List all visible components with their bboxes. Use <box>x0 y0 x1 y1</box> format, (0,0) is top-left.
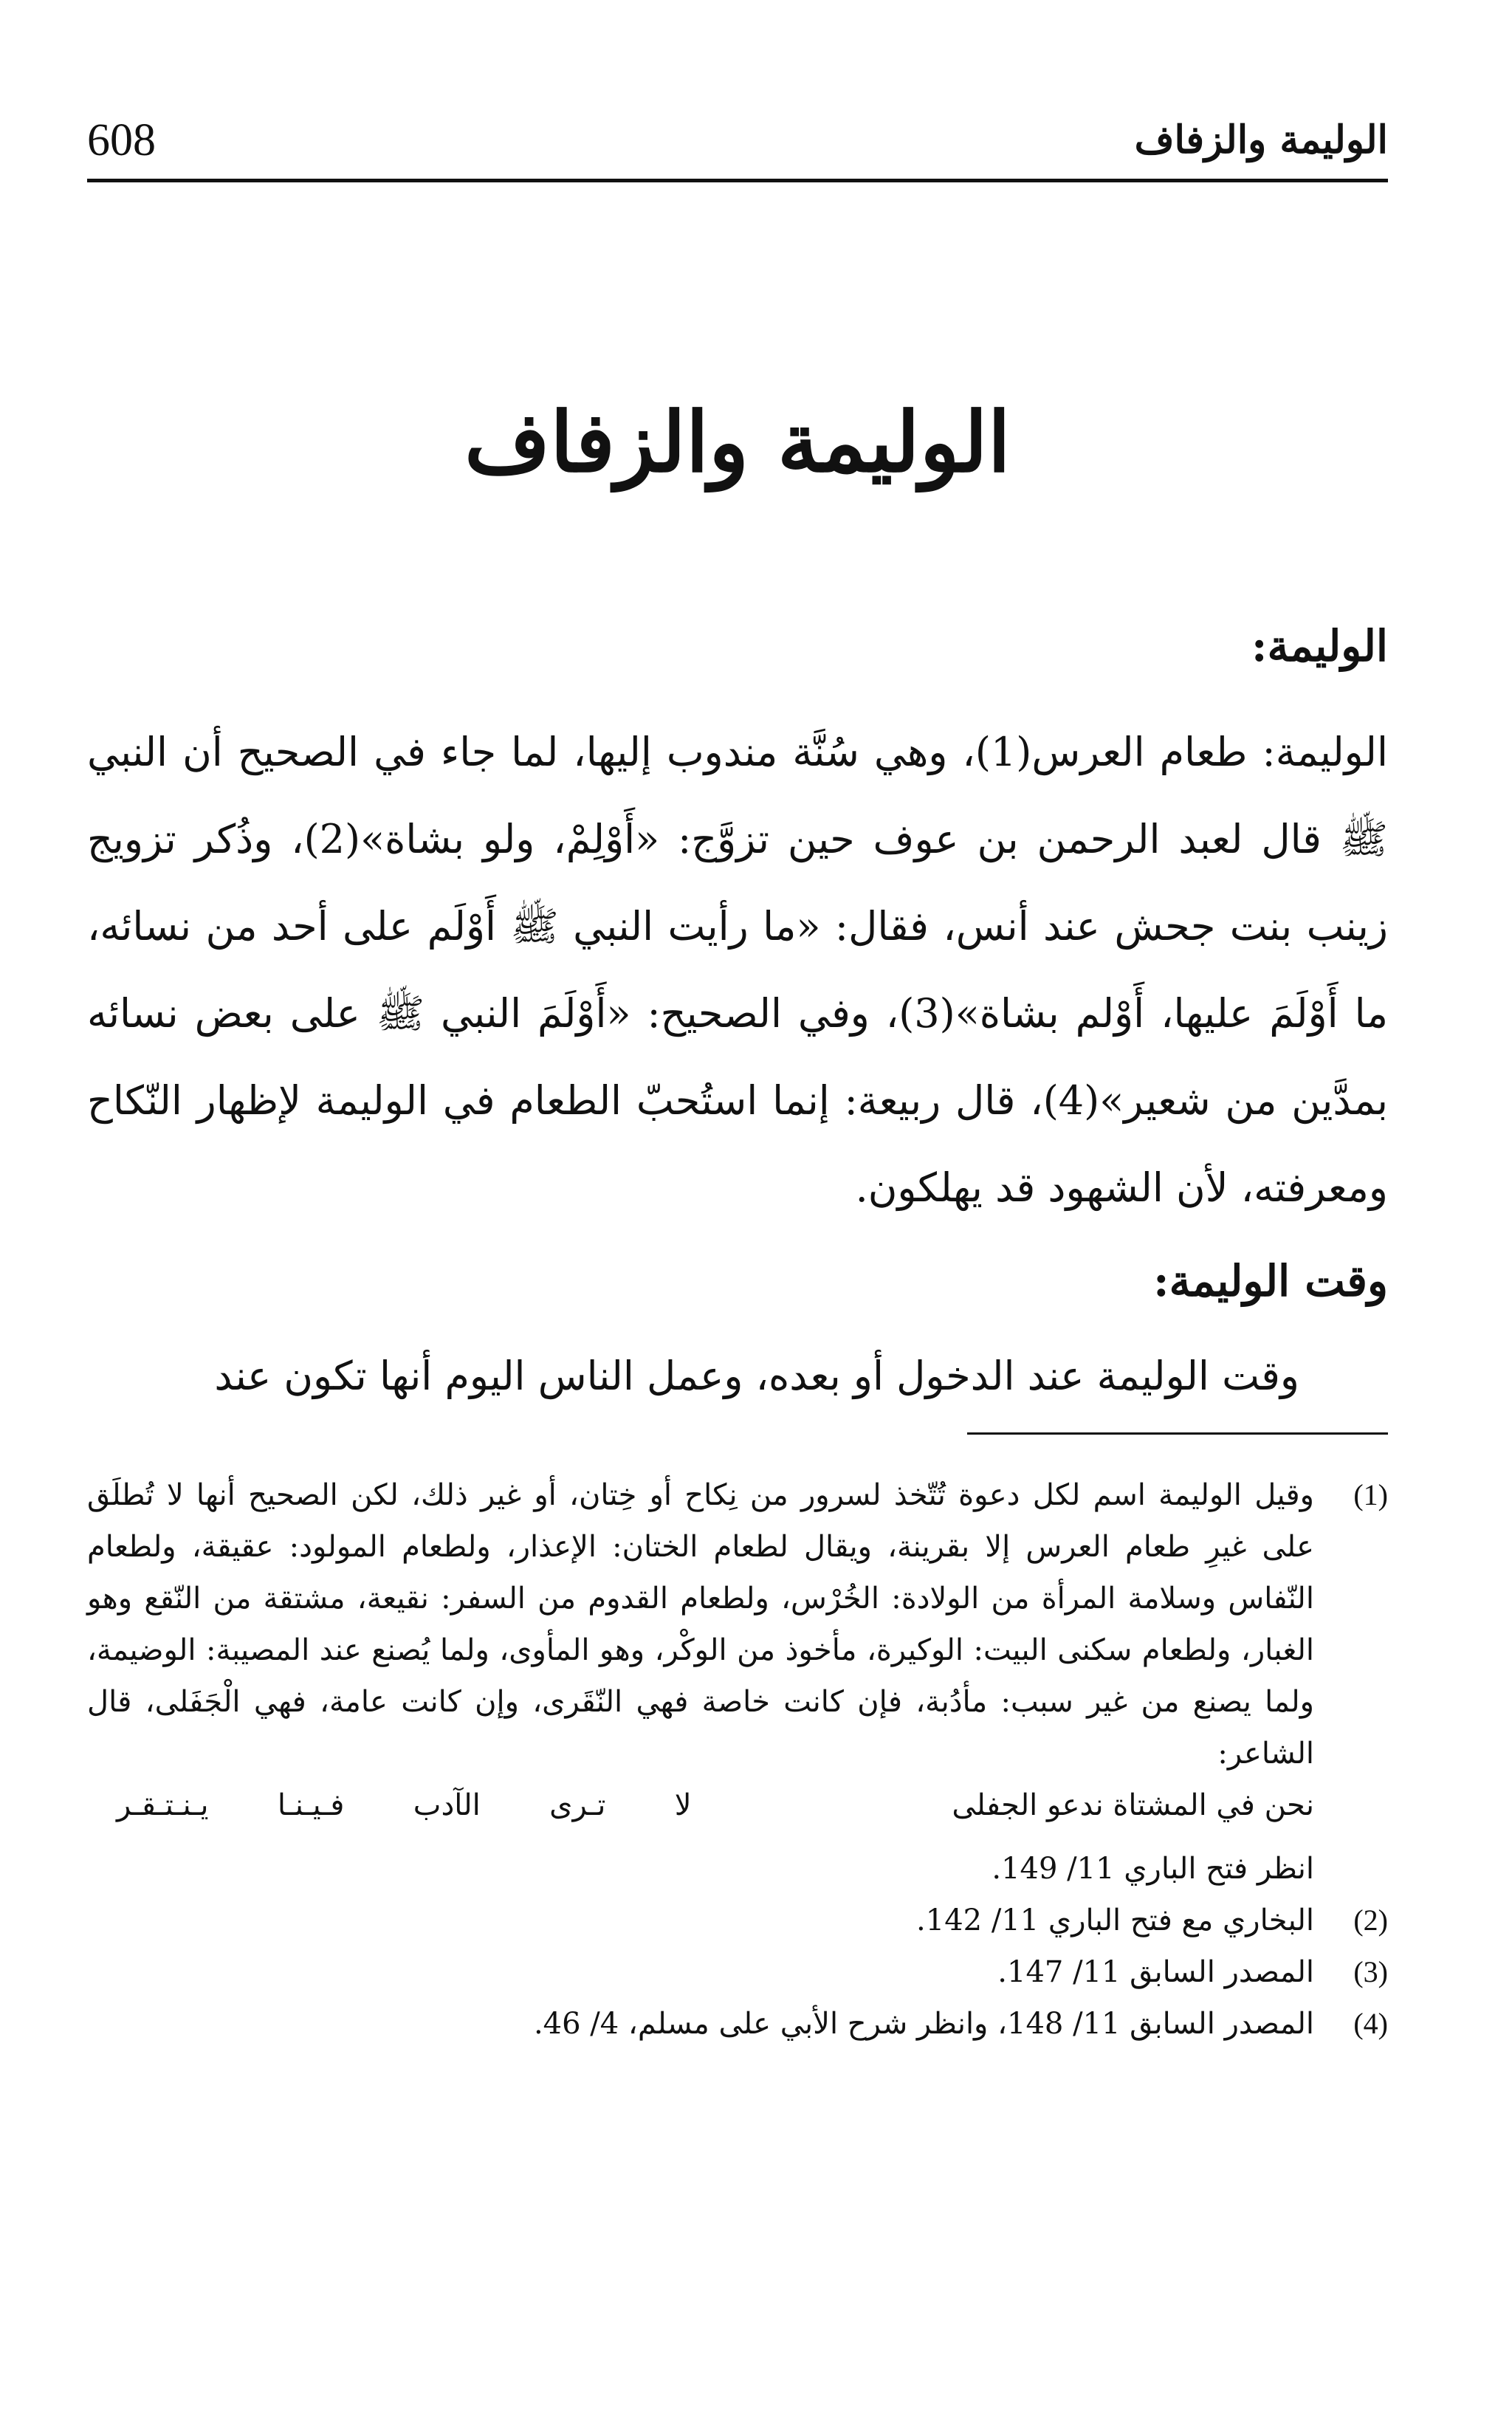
chapter-title: الوليمة والزفاف <box>464 394 1011 491</box>
running-title: الوليمة والزفاف <box>1134 117 1388 162</box>
footnote-rule <box>967 1432 1388 1435</box>
footnote-number: (1) <box>1353 1478 1388 1511</box>
footnote-text: المصدر السابق 11/ 148، وانظر شرح الأبي على مسلم، 4/ 46. <box>533 2007 1314 2041</box>
poem-hemistich-first: نحن في المشتاة ندعو الجفلى <box>952 1788 1314 1822</box>
footnote-number: (2) <box>1353 1903 1388 1937</box>
footnote-text: البخاري مع فتح الباري 11/ 142. <box>916 1903 1314 1937</box>
section-heading-walima: الوليمة: <box>1251 621 1388 671</box>
footnote-2 <box>87 1895 1388 1946</box>
section-body-walima: الوليمة: طعام العرس(1)، وهي سُنَّة مندوب إليها، لما جاء في الصحيح أن النبي ﷺ قال لعبد الرحمن بن عوف حين تزوَّج: «أَوْلِمْ، ولو بشاة»(2)، وذُكر تزويج زينب بنت جحش عند أنس، فقال: «ما رأيت النبي ﷺ أَوْلَم على أحد من نسائه، ما أَوْلَمَ عليها، أَوْلم بشاة»(3)، وفي الصحيح: «أَوْلَمَ النبي ﷺ على بعض نسائه بمدَّين من شعير»(4)، قال ربيعة: إنما استُحبّ الطعام في الوليمة لإظهار النّكاح ومعرفته، لأن الشهود قد يهلكون. <box>87 729 1389 1211</box>
header-rule <box>87 179 1388 182</box>
poem-verse <box>87 1779 1388 1831</box>
section-body-walima-time: وقت الوليمة عند الدخول أو بعده، وعمل الناس اليوم أنها تكون عند <box>214 1353 1299 1399</box>
section-heading-walima-time: وقت الوليمة: <box>1153 1256 1388 1306</box>
footnote-text: وقيل الوليمة اسم لكل دعوة تُتّخذ لسرور من نِكاح أو خِتان، أو غير ذلك، لكن الصحيح أنها لا تُطلَق على غيرِ طعام العرس إلا بقرينة، ويقال لطعام الختان: الإعذار، ولطعام المولود: عقيقة، ولطعام النّفاس وسلامة المرأة من الولادة: الخُرْس، ولطعام القدوم من السفر: نقيعة، مشتقة من النّقع وهو الغبار، ولطعام سكنى البيت: الوكيرة، مأخوذ من الوكْر، وهو المأوى، ولما يُصنع عند المصيبة: الوضيمة، ولما يصنع من غير سبب: مأدُبة، فإن كانت خاصة فهي النّقَرى، وإن كانت عامة، فهي الْجَفَلى، قال الشاعر: <box>87 1478 1314 1771</box>
footnote-number: (3) <box>1353 1955 1388 1988</box>
page-header <box>87 111 1388 170</box>
footnote-3 <box>87 1946 1388 1998</box>
page-number: 608 <box>87 115 156 165</box>
footnote-text: المصدر السابق 11/ 147. <box>997 1955 1314 1989</box>
footnotes <box>87 1469 1388 2050</box>
poem-hemistich-second: لا تـرى الآدب فـيـنـا يـنـتـقـر <box>117 1788 692 1822</box>
footnote-1-continuation: انظر فتح الباري 11/ 149. <box>992 1852 1314 1886</box>
footnote-1 <box>87 1469 1388 1779</box>
footnote-4 <box>87 1998 1388 2050</box>
footnote-number: (4) <box>1353 2007 1388 2040</box>
